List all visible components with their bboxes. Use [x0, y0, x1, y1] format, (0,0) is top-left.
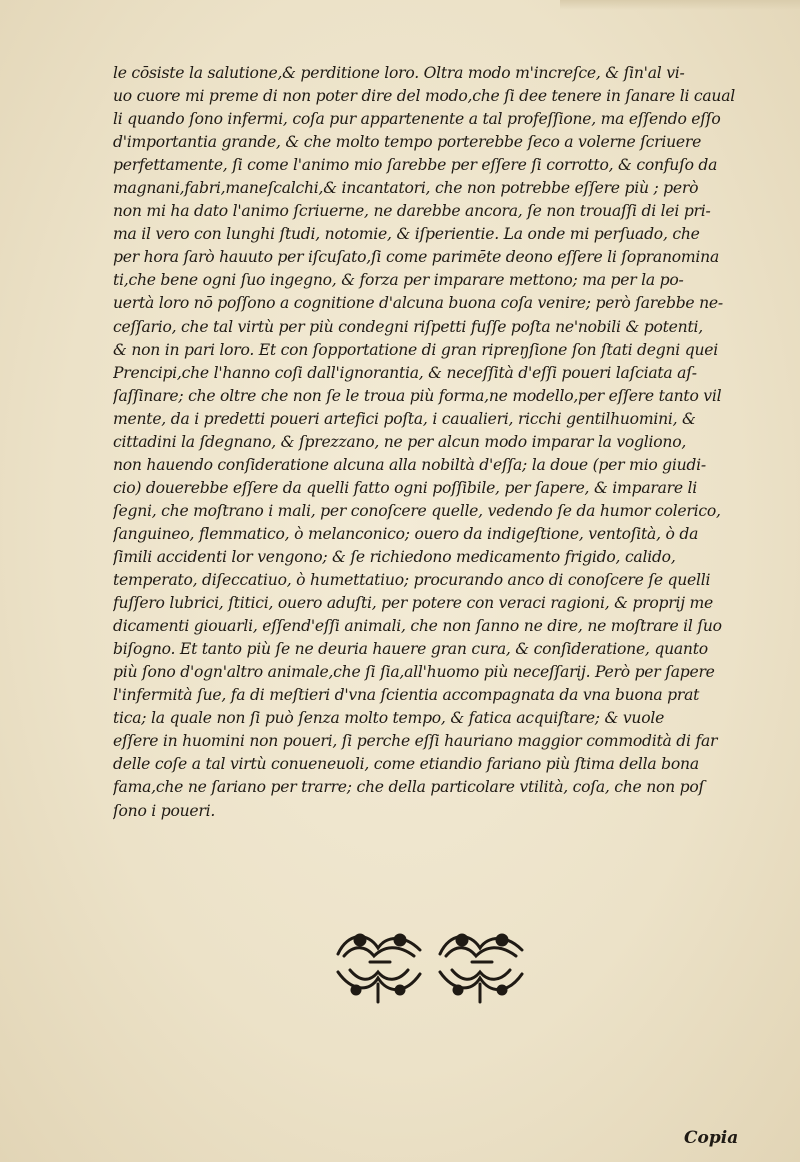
catchword: Copia: [684, 1128, 739, 1148]
text-line: ſegni, che moſtrano i mali, per conoſcere quelle, vedendo ſe da humor colerico,: [113, 501, 721, 520]
text-line: tica; la quale non ſi può ſenza molto tempo, & fatica acquiſtare; & vuole: [113, 709, 665, 728]
text-line: le cōsiste la salutione,& perditione loro. Oltra modo m'increſce, & ſin'al vi-: [113, 64, 685, 82]
text-line: ti,che bene ogni ſuo ingegno, & forza per imparare mettono; ma per la po-: [113, 271, 684, 290]
text-line: non mi ha dato l'animo ſcriuerne, ne darebbe ancora, ſe non trouaſſi di lei pri-: [113, 202, 711, 221]
text-line: mente, da i predetti poueri artefici poſta, i caualieri, ricchi gentilhuomini, &: [113, 409, 696, 428]
text-line: ſimili accidenti lor vengono; & ſe richiedono medicamento frigido, calido,: [113, 547, 676, 566]
text-line: per hora ſarò hauuto per iſcuſato,ſi come parimēte deono eſſere li ſopranomina: [113, 248, 719, 267]
text-line: non hauendo conſideratione alcuna alla nobiltà d'eſſa; la doue (per mio giudi-: [113, 455, 706, 474]
text-line: uertà loro nō poſſono a cognitione d'alcuna buona coſa venire; però ſarebbe ne-: [113, 294, 723, 313]
text-line: uo cuore mi preme di non poter dire del modo,che ſi dee tenere in ſanare li caual: [113, 87, 736, 106]
text-line: temperato, diſeccatiuo, ò humettatiuo; procurando anco di conoſcere ſe quelli: [113, 571, 711, 590]
body-text: [113, 62, 781, 823]
text-line: più ſono d'ogn'altro animale,che ſi ſia,all'huomo più neceſſarij. Però per ſapere: [113, 663, 715, 682]
text-line: ceſſario, che tal virtù per più condegni riſpetti fuſſe poſta ne'nobili & potenti,: [113, 317, 703, 336]
text-line: dicamenti giouarli, eſſend'eſſi animali, che non ſanno ne dire, ne moſtrare il ſuo: [113, 617, 722, 636]
page-edge-shadow: [560, 0, 800, 10]
text-line: biſogno. Et tanto più ſe ne deuria hauere gran cura, & conſideratione, quanto: [113, 640, 708, 659]
text-line: ma il vero con lunghi ſtudi, notomie, & iſperientie. La onde mi perſuado, che: [113, 225, 700, 244]
text-line: magnani,fabri,maneſcalchi,& incantatori, che non potrebbe eſſere più ; però: [113, 179, 699, 198]
text-line: ſaſſinare; che oltre che non ſe le troua più forma,ne modello,per eſſere tanto vil: [113, 386, 722, 405]
text-line: fuſſero lubrici, ſtitici, ouero aduſti, per potere con veraci ragioni, & proprij me: [113, 594, 714, 613]
text-line: eſſere in huomini non poueri, ſi perche eſſi hauriano maggior commodità di far: [113, 732, 718, 751]
text-line: ſanguineo, flemmatico, ò melanconico; ouero da indigeſtione, ventoſità, ò da: [113, 524, 699, 543]
text-line: fama,che ne ſariano per trarre; che della particolare vtilità, coſa, che non poſ: [113, 778, 705, 797]
text-line: cio) douerebbe eſſere da quelli fatto ogni poſſibile, per ſapere, & imparare li: [113, 478, 697, 497]
text-line: Prencipi,che l'hanno coſi dall'ignorantia, & neceſſità d'eſſi poueri laſciata aſ-: [113, 363, 697, 382]
text-line: cittadini la ſdegnano, & ſprezzano, ne per alcun modo imparar la vogliono,: [113, 432, 687, 451]
text-line: ſono i poueri.: [113, 801, 216, 820]
text-line: perfettamente, ſi come l'animo mio ſarebbe per eſſere ſi corrotto, & confuſo da: [113, 156, 718, 175]
text-line: & non in pari loro. Et con ſopportatione di gran ripreŋſione ſon ſtati degni quei: [113, 340, 718, 359]
text-line: l'infermità ſue, fa di meſtieri d'vna ſcientia accompagnata da vna buona prat: [113, 686, 700, 705]
printer-fleuron-icon: [330, 926, 530, 1006]
text-line: d'importantia grande, & che molto tempo porterebbe ſeco a volerne ſcriuere: [113, 133, 702, 152]
text-line: delle coſe a tal virtù conueneuoli, come etiandio fariano più ſtima della bona: [113, 755, 699, 774]
text-line: li quando ſono infermi, coſa pur appartenente a tal profeſſione, ma eſſendo eſſo: [113, 110, 721, 129]
